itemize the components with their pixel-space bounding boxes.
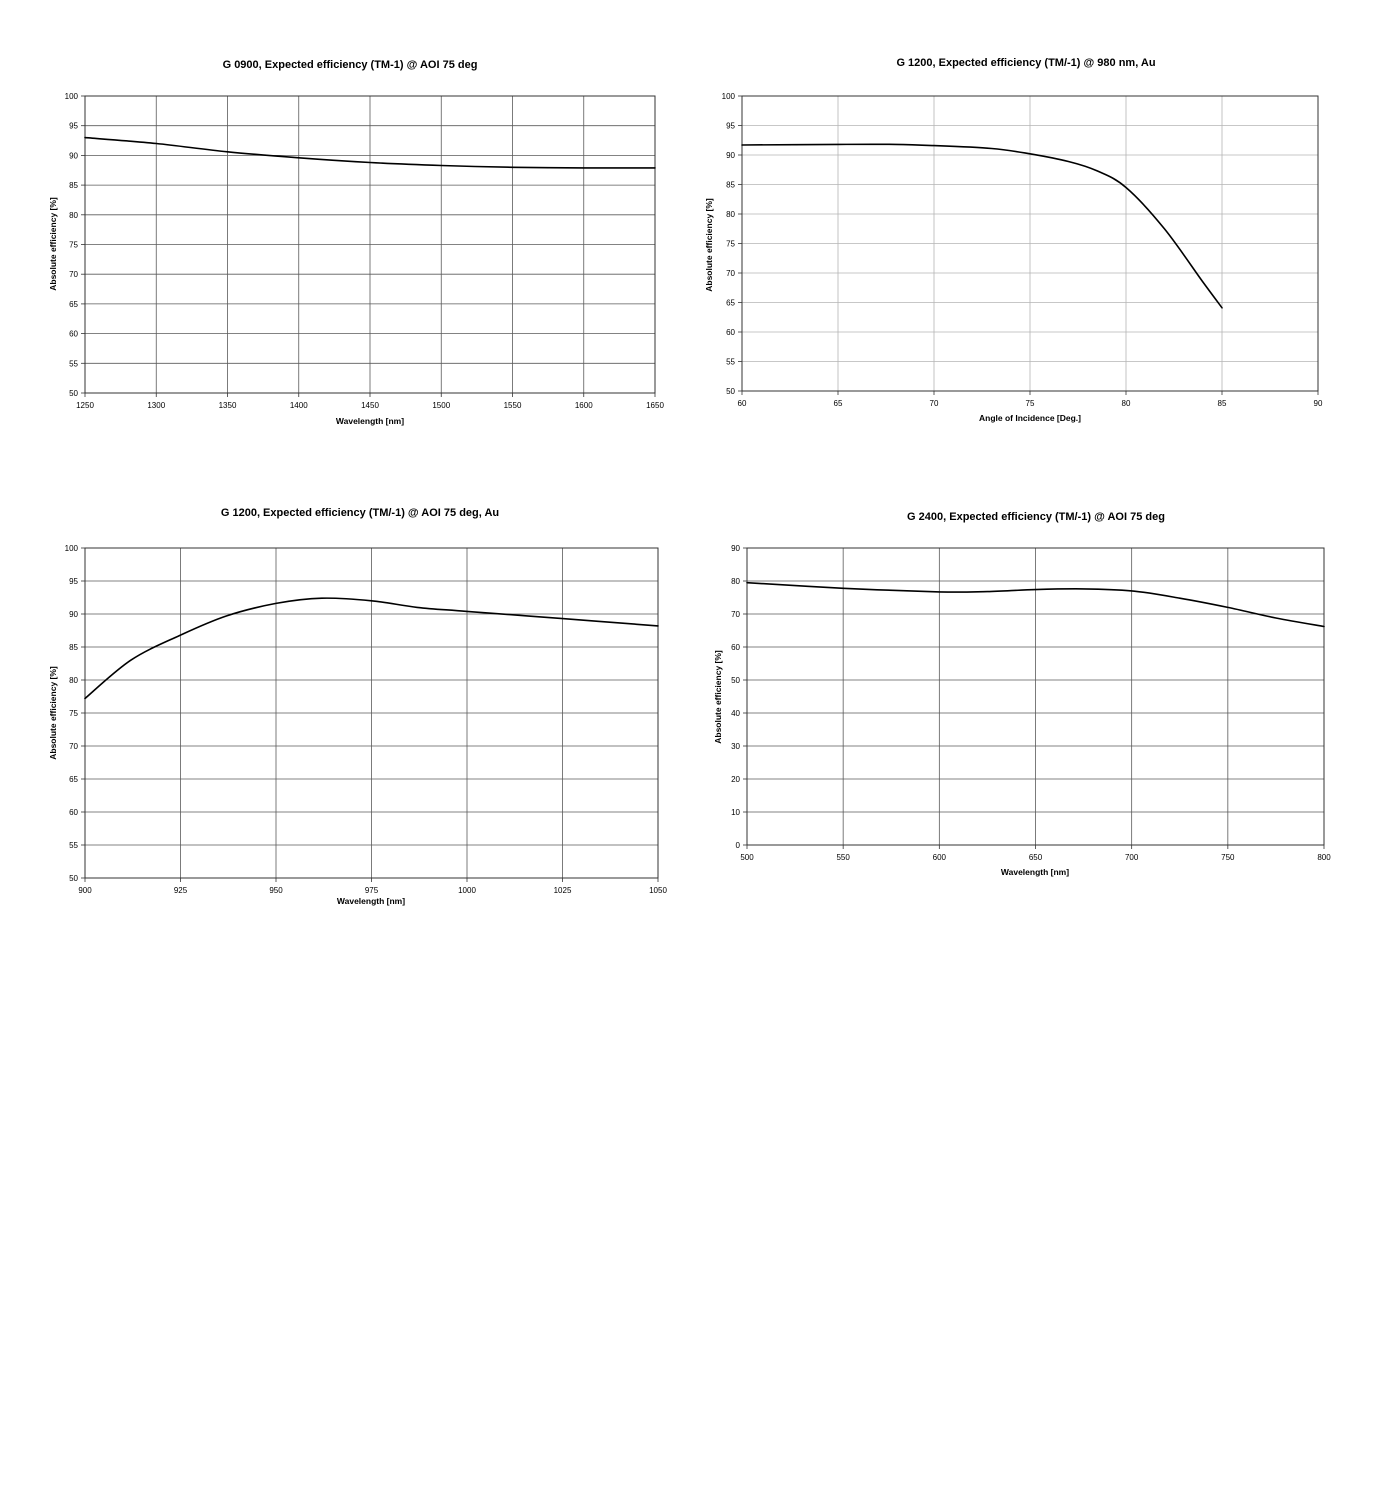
x-tick-label: 600 [932,853,947,862]
y-tick-label: 70 [731,610,740,619]
x-tick-label: 750 [1221,853,1235,862]
y-tick-label: 50 [69,389,78,398]
x-tick-label: 1600 [574,401,593,410]
y-tick-label: 75 [69,709,78,718]
x-tick-label: 1250 [76,401,94,410]
x-tick-label: 1050 [649,886,667,895]
y-tick-label: 65 [69,299,78,309]
y-tick-label: 90 [731,544,740,553]
y-tick-label: 60 [726,328,735,337]
x-tick-label: 70 [929,399,939,408]
y-tick-label: 70 [726,269,735,278]
y-tick-label: 80 [731,577,740,586]
y-tick-label: 20 [731,775,740,784]
x-tick-label: 60 [737,399,747,408]
y-tick-label: 90 [69,610,78,619]
y-tick-label: 60 [69,329,78,339]
x-tick-label: 1400 [289,401,308,410]
x-axis-label: Wavelength [nm] [336,896,406,906]
y-tick-label: 100 [64,92,78,101]
x-tick-label: 500 [740,853,754,862]
x-tick-label: 900 [78,886,92,895]
y-axis-label: Absolute efficiency [%] [704,198,714,292]
y-tick-label: 55 [69,841,78,850]
y-tick-label: 100 [64,544,78,553]
y-tick-label: 70 [69,742,78,751]
y-tick-label: 55 [726,357,735,367]
y-tick-label: 100 [721,92,735,101]
chart-title: G 1200, Expected efficiency (TM/-1) @ 980 nm, Au [896,57,1156,69]
x-tick-label: 950 [269,886,283,895]
y-tick-label: 90 [69,151,78,161]
y-tick-label: 65 [69,775,78,784]
x-axis-label: Wavelength [nm] [1000,867,1070,877]
x-tick-label: 550 [836,853,850,862]
y-tick-label: 80 [726,210,735,219]
y-tick-label: 85 [726,180,735,190]
y-tick-label: 95 [69,577,78,586]
x-tick-label: 65 [833,399,843,408]
y-tick-label: 80 [69,210,78,220]
x-tick-label: 650 [1028,853,1043,862]
x-tick-label: 975 [364,886,379,895]
y-axis-label: Absolute efficiency [%] [713,650,723,744]
x-tick-label: 1000 [458,886,476,895]
y-tick-label: 95 [726,121,735,131]
y-tick-label: 80 [69,676,78,685]
y-axis-label: Absolute efficiency [%] [48,197,58,291]
chart-title: G 1200, Expected efficiency (TM/-1) @ AOI 75 deg, Au [220,507,500,519]
y-axis-label: Absolute efficiency [%] [48,666,58,760]
x-tick-label: 1450 [361,401,379,410]
x-tick-label: 1350 [218,401,237,410]
x-axis-label: Wavelength [nm] [335,416,405,426]
x-tick-label: 1550 [503,401,522,410]
y-tick-label: 95 [69,121,78,131]
x-tick-label: 1500 [432,401,451,410]
chart-title: G 0900, Expected efficiency (TM-1) @ AOI 75 deg [222,59,478,71]
y-tick-label: 55 [69,359,78,369]
y-tick-label: 85 [69,181,78,191]
x-tick-label: 80 [1121,399,1131,408]
y-tick-label: 60 [731,643,740,652]
y-tick-label: 50 [726,387,735,396]
x-tick-label: 1650 [646,401,664,410]
y-tick-label: 85 [69,643,78,652]
x-tick-label: 85 [1217,399,1227,408]
x-tick-label: 75 [1025,399,1035,408]
y-tick-label: 60 [69,808,78,817]
y-tick-label: 75 [726,239,735,249]
y-tick-label: 50 [731,676,740,685]
x-tick-label: 1300 [147,401,166,410]
y-tick-label: 70 [69,270,78,280]
y-tick-label: 30 [731,742,740,751]
x-tick-label: 925 [173,886,188,895]
y-tick-label: 0 [735,841,740,850]
x-axis-label: Angle of Incidence [Deg.] [978,413,1082,423]
y-tick-label: 40 [731,709,740,718]
y-tick-label: 10 [731,808,740,817]
x-tick-label: 90 [1313,399,1323,408]
y-tick-label: 65 [726,298,735,308]
x-tick-label: 1025 [553,886,572,895]
y-tick-label: 50 [69,874,78,883]
chart-title: G 2400, Expected efficiency (TM/-1) @ AOI 75 deg [907,511,1165,523]
x-tick-label: 700 [1124,853,1139,862]
y-tick-label: 75 [69,240,78,250]
x-tick-label: 800 [1317,853,1331,862]
y-tick-label: 90 [726,151,735,160]
